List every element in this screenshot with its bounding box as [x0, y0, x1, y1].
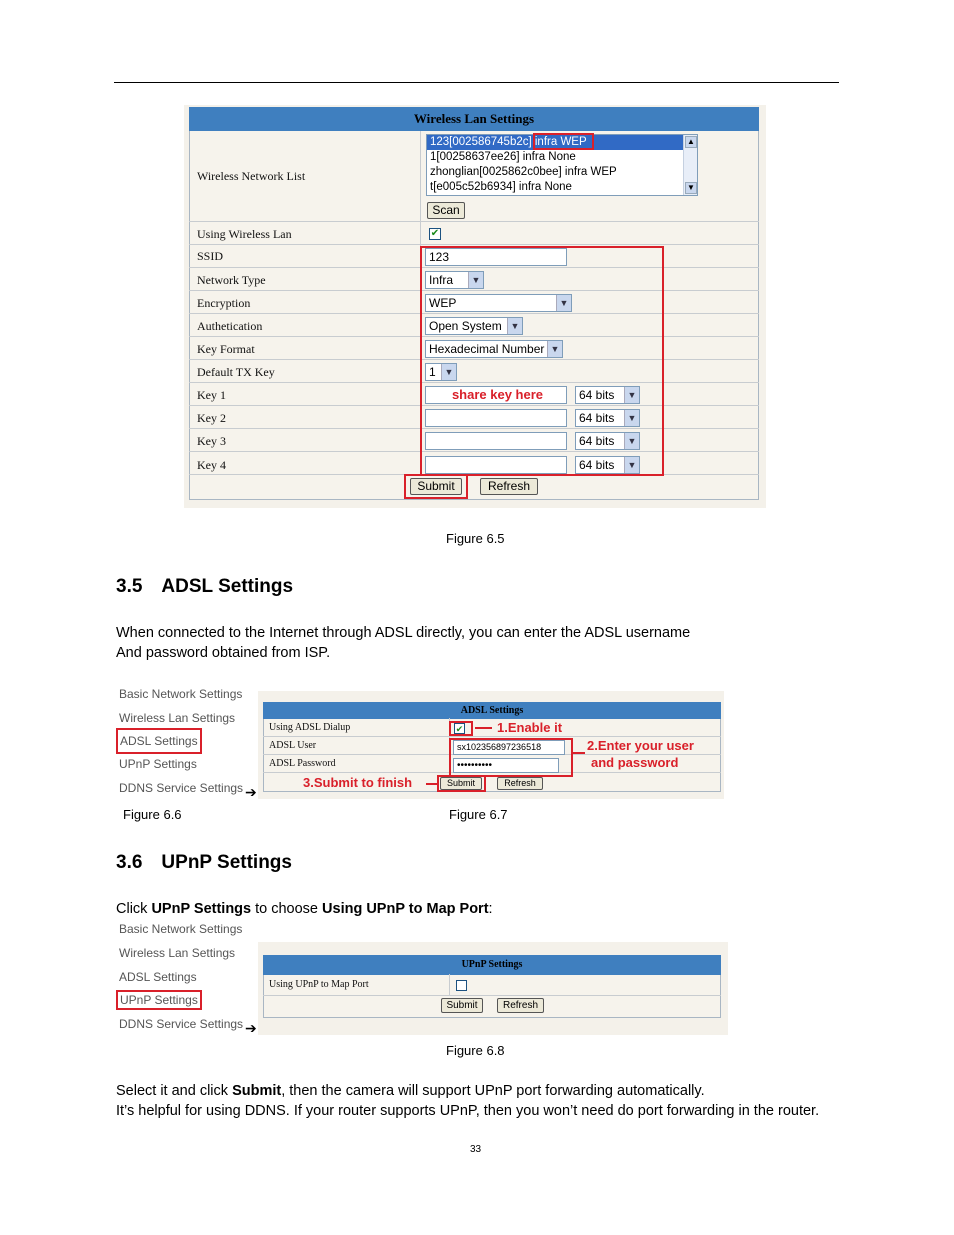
highlight-infra-wep [533, 133, 594, 150]
paragraph-line [116, 1081, 846, 1101]
section-3-6-instruction [116, 899, 493, 919]
section-3-6-heading [116, 852, 292, 874]
section-number: 3.6 [116, 852, 143, 873]
header-rule [114, 82, 839, 83]
scroll-down-icon[interactable]: ▼ [685, 182, 697, 194]
arrow-icon: ➔ [245, 784, 257, 800]
network-type-label: Network Type [197, 273, 266, 287]
bits-value: 64 bits [579, 434, 615, 448]
adsl-user-field[interactable]: sx102356897236518 [453, 740, 565, 755]
text-run: Click [116, 901, 152, 917]
upnp-map-port-checkbox[interactable] [456, 980, 467, 991]
annotation-enable: 1.Enable it [497, 720, 563, 735]
page-number: 33 [470, 1144, 482, 1155]
paragraph-line: When connected to the Internet through ADSL directly, you can enter the ADSL username [116, 625, 691, 641]
text-run: to choose [251, 901, 323, 917]
chevron-down-icon[interactable]: ▼ [624, 457, 639, 473]
arrow-icon: ➔ [245, 1020, 257, 1036]
chevron-down-icon[interactable]: ▼ [507, 318, 522, 334]
upnp-settings-body [263, 974, 721, 1018]
key-format-label: Key Format [197, 342, 255, 356]
bits-value: 64 bits [579, 411, 615, 425]
figure-6-8-caption: Figure 6.8 [446, 1043, 505, 1058]
chevron-down-icon[interactable]: ▼ [624, 387, 639, 403]
upnp-map-port-label: Using UPnP to Map Port [269, 979, 369, 990]
default-tx-value: 1 [429, 365, 436, 379]
nav-upnp[interactable]: UPnP Settings [116, 990, 202, 1010]
annotation-credentials-2: and password [591, 755, 679, 770]
network-item[interactable]: t[e005c52b6934] infra None [430, 181, 572, 193]
using-wireless-label: Using Wireless Lan [197, 227, 292, 241]
highlight-enable [449, 721, 473, 736]
ssid-label: SSID [197, 249, 224, 263]
nav-wireless[interactable]: Wireless Lan Settings [119, 711, 236, 725]
adsl-refresh-button[interactable]: Refresh [497, 777, 543, 790]
key-format-value: Hexadecimal Number [429, 342, 545, 356]
submit-button[interactable]: Submit [410, 478, 462, 495]
figure-6-6-caption: Figure 6.6 [123, 807, 182, 822]
highlight-submit [404, 474, 468, 499]
network-list-label: Wireless Network List [197, 169, 306, 183]
scan-button[interactable]: Scan [427, 202, 465, 219]
chevron-down-icon[interactable]: ▼ [556, 295, 571, 311]
network-item[interactable]: 1[00258637ee26] infra None [430, 151, 576, 163]
section-title: UPnP Settings [161, 852, 292, 873]
key3-label: Key 3 [197, 434, 226, 448]
refresh-button[interactable]: Refresh [480, 478, 538, 495]
wireless-settings-body [189, 131, 759, 499]
authentication-value: Open System [429, 319, 502, 333]
nav-basic[interactable]: Basic Network Settings [119, 687, 243, 701]
network-type-value: Infra [429, 273, 454, 287]
closing-paragraph [116, 1081, 846, 1121]
annotation-line [475, 727, 492, 729]
highlight-submit-adsl [437, 775, 486, 792]
encryption-label: Encryption [197, 296, 251, 310]
bold-run: UPnP Settings [151, 901, 252, 917]
ssid-field[interactable]: 123 [425, 248, 567, 266]
nav-ddns[interactable]: DDNS Service Settings [119, 781, 244, 795]
adsl-dialup-checkbox[interactable]: ✔ [455, 724, 464, 734]
upnp-settings-title: UPnP Settings [263, 955, 721, 975]
section-number: 3.5 [116, 576, 143, 597]
network-item[interactable]: zhonglian[0025862c0bee] infra WEP [430, 166, 617, 178]
authentication-label: Authetication [197, 319, 263, 333]
using-wireless-checkbox[interactable]: ✔ [430, 228, 440, 239]
section-title: ADSL Settings [161, 576, 294, 597]
paragraph-line: It’s helpful for using DDNS. If your router supports UPnP, then you won’t need do port forwarding in the router. [116, 1103, 820, 1119]
nav-adsl[interactable]: ADSL Settings [116, 728, 202, 754]
highlight-settings-fields [420, 246, 664, 476]
paragraph-line: And password obtained from ISP. [116, 645, 331, 661]
adsl-dialup-label: Using ADSL Dialup [269, 722, 351, 733]
key1-placeholder: share key here [451, 387, 544, 402]
upnp-refresh-button[interactable]: Refresh [497, 998, 544, 1013]
adsl-submit-button[interactable]: Submit [440, 777, 482, 790]
nav-basic[interactable]: Basic Network Settings [119, 922, 243, 936]
chevron-down-icon[interactable]: ▼ [441, 364, 456, 380]
bits-value: 64 bits [579, 458, 615, 472]
bold-run: Using UPnP to Map Port [322, 901, 489, 917]
highlight-credentials [449, 738, 573, 777]
scroll-up-icon[interactable]: ▲ [685, 136, 697, 148]
section-3-5-text [116, 623, 816, 663]
text-run: : [488, 901, 493, 917]
chevron-down-icon[interactable]: ▼ [468, 272, 483, 288]
network-item[interactable]: 123[002586745b2c] infra WEP [427, 135, 697, 150]
annotation-line [426, 783, 437, 785]
bold-run: Submit [232, 1083, 282, 1099]
bits-value: 64 bits [579, 388, 615, 402]
adsl-settings-title: ADSL Settings [263, 702, 721, 719]
list-scrollbar[interactable] [683, 135, 697, 195]
encryption-value: WEP [429, 296, 457, 310]
default-tx-label: Default TX Key [197, 365, 275, 379]
text-run: , then the camera will support UPnP port forwarding automatically. [281, 1083, 705, 1099]
key2-label: Key 2 [197, 411, 226, 425]
annotation-line [573, 752, 585, 754]
figure-6-5-caption: Figure 6.5 [446, 531, 505, 546]
chevron-down-icon[interactable]: ▼ [624, 433, 639, 449]
upnp-submit-button[interactable]: Submit [441, 998, 483, 1013]
annotation-credentials: 2.Enter your user [587, 738, 694, 753]
nav-upnp[interactable]: UPnP Settings [119, 757, 197, 771]
nav-wireless[interactable]: Wireless Lan Settings [119, 946, 236, 960]
chevron-down-icon[interactable]: ▼ [547, 341, 562, 357]
nav-adsl[interactable]: ADSL Settings [119, 970, 197, 984]
adsl-password-field[interactable]: •••••••••• [453, 758, 559, 773]
nav-ddns[interactable]: DDNS Service Settings [119, 1017, 244, 1031]
wireless-settings-title: Wireless Lan Settings [189, 107, 759, 131]
adsl-password-label: ADSL Password [269, 758, 336, 769]
section-3-5-heading [116, 576, 293, 598]
adsl-user-label: ADSL User [269, 740, 317, 751]
key4-label: Key 4 [197, 458, 226, 472]
annotation-submit: 3.Submit to finish [303, 775, 413, 790]
chevron-down-icon[interactable]: ▼ [624, 410, 639, 426]
figure-6-7-caption: Figure 6.7 [449, 807, 508, 822]
key1-label: Key 1 [197, 388, 226, 402]
text-run: Select it and click [116, 1083, 233, 1099]
